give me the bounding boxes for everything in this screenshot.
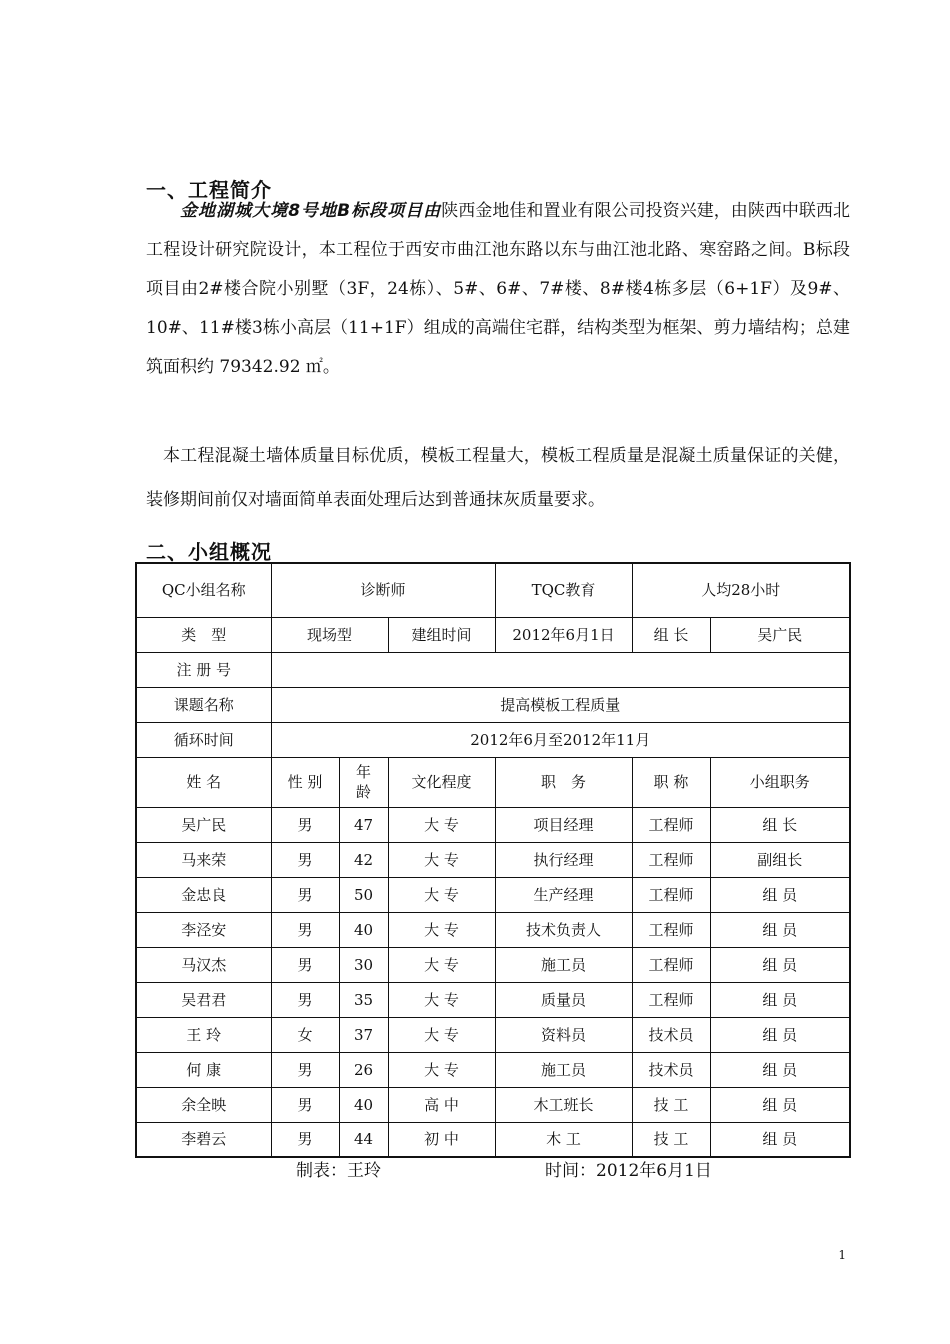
member-title: 技术员 [632, 1017, 710, 1052]
table-row [136, 687, 850, 722]
member-age: 42 [339, 842, 388, 877]
project-intro-text: 陕西金地佳和置业有限公司投资兴建，由陕西中联西北工程设计研究院设计，本工程位于西安市曲江池东路以东与曲江池北路、寒窑路之间。B标段项目由2#楼合院小别墅（3F，24栋）、5#、6#、7#楼、8#楼4栋多层（6+1F）及9#、10#、11#楼3栋小高层（11+1F）组成的高端住宅群，结构类型为框架、剪力墙结构；总建筑面积约 79342.92 ㎡。 [146, 201, 850, 377]
header-education: 文化程度 [388, 757, 495, 807]
member-position: 生产经理 [495, 877, 632, 912]
member-name: 马汉杰 [136, 947, 271, 982]
member-age: 37 [339, 1017, 388, 1052]
member-name: 吴君君 [136, 982, 271, 1017]
header-gender: 性 别 [271, 757, 339, 807]
member-group-role: 组 员 [710, 1052, 850, 1087]
table-row [136, 1052, 850, 1087]
member-title: 工程师 [632, 807, 710, 842]
tqc-value: 人均28小时 [632, 563, 850, 617]
table-row [136, 1017, 850, 1052]
member-education: 大 专 [388, 807, 495, 842]
member-gender: 男 [271, 947, 339, 982]
member-rows [136, 807, 850, 1157]
member-name: 何 康 [136, 1052, 271, 1087]
table-row [136, 842, 850, 877]
member-title: 工程师 [632, 912, 710, 947]
founded-value: 2012年6月1日 [495, 617, 632, 652]
member-gender: 男 [271, 807, 339, 842]
member-age: 26 [339, 1052, 388, 1087]
registration-value [271, 652, 850, 687]
member-age: 40 [339, 912, 388, 947]
member-age: 50 [339, 877, 388, 912]
header-group-role: 小组职务 [710, 757, 850, 807]
member-title: 工程师 [632, 842, 710, 877]
member-group-role: 组 员 [710, 912, 850, 947]
table-row [136, 652, 850, 687]
member-education: 大 专 [388, 842, 495, 877]
table-row [136, 563, 850, 617]
founded-label: 建组时间 [388, 617, 495, 652]
group-name-label: QC小组名称 [136, 563, 271, 617]
member-group-role: 副组长 [710, 842, 850, 877]
member-gender: 男 [271, 877, 339, 912]
header-position: 职 务 [495, 757, 632, 807]
member-education: 大 专 [388, 877, 495, 912]
table-row [136, 722, 850, 757]
table-row [136, 947, 850, 982]
member-title: 技术员 [632, 1052, 710, 1087]
member-group-role: 组 员 [710, 982, 850, 1017]
leader-value: 吴广民 [710, 617, 850, 652]
member-gender: 男 [271, 1122, 339, 1157]
member-group-role: 组 员 [710, 1017, 850, 1052]
member-education: 大 专 [388, 912, 495, 947]
member-age: 30 [339, 947, 388, 982]
registration-label: 注 册 号 [136, 652, 271, 687]
cycle-label: 循环时间 [136, 722, 271, 757]
table-row [136, 807, 850, 842]
member-age: 35 [339, 982, 388, 1017]
type-label: 类 型 [136, 617, 271, 652]
member-education: 高 中 [388, 1087, 495, 1122]
table-row [136, 912, 850, 947]
member-gender: 女 [271, 1017, 339, 1052]
project-name: 金地湖城大境8号地B标段项目由 [180, 201, 442, 221]
member-age: 47 [339, 807, 388, 842]
member-name: 李泾安 [136, 912, 271, 947]
member-position: 技术负责人 [495, 912, 632, 947]
member-position: 木工班长 [495, 1087, 632, 1122]
header-title: 职 称 [632, 757, 710, 807]
member-education: 大 专 [388, 1052, 495, 1087]
group-name-value: 诊断师 [271, 563, 495, 617]
tqc-label: TQC教育 [495, 563, 632, 617]
section1-heading: 一、工程简介 [146, 178, 272, 202]
member-position: 质量员 [495, 982, 632, 1017]
member-name: 金忠良 [136, 877, 271, 912]
table-date: 时间：2012年6月1日 [545, 1161, 712, 1181]
header-name: 姓 名 [136, 757, 271, 807]
member-education: 初 中 [388, 1122, 495, 1157]
member-position: 执行经理 [495, 842, 632, 877]
member-age: 40 [339, 1087, 388, 1122]
member-group-role: 组 员 [710, 1122, 850, 1157]
member-name: 马来荣 [136, 842, 271, 877]
member-gender: 男 [271, 1052, 339, 1087]
member-gender: 男 [271, 842, 339, 877]
header-age: 年龄 [339, 757, 388, 807]
quality-goal-paragraph: 本工程混凝土墙体质量目标优质，模板工程量大，模板工程质量是混凝土质量保证的关健，装修期间前仅对墙面简单表面处理后达到普通抹灰质量要求。 [146, 446, 850, 510]
table-row [136, 877, 850, 912]
table-row [136, 1087, 850, 1122]
member-title: 工程师 [632, 947, 710, 982]
member-position: 施工员 [495, 1052, 632, 1087]
page-number: 1 [838, 1248, 846, 1262]
member-group-role: 组 员 [710, 1087, 850, 1122]
table-row [136, 617, 850, 652]
member-group-role: 组 员 [710, 877, 850, 912]
member-gender: 男 [271, 912, 339, 947]
member-title: 工程师 [632, 982, 710, 1017]
member-education: 大 专 [388, 947, 495, 982]
member-group-role: 组 长 [710, 807, 850, 842]
member-name: 余全映 [136, 1087, 271, 1122]
table-row [136, 1122, 850, 1157]
member-gender: 男 [271, 982, 339, 1017]
member-title: 工程师 [632, 877, 710, 912]
type-value: 现场型 [271, 617, 388, 652]
member-header-row [136, 757, 850, 807]
member-position: 木 工 [495, 1122, 632, 1157]
member-position: 施工员 [495, 947, 632, 982]
section2-heading: 二、小组概况 [146, 540, 272, 564]
member-education: 大 专 [388, 1017, 495, 1052]
topic-label: 课题名称 [136, 687, 271, 722]
member-group-role: 组 员 [710, 947, 850, 982]
member-title: 技 工 [632, 1087, 710, 1122]
table-row [136, 982, 850, 1017]
member-title: 技 工 [632, 1122, 710, 1157]
member-name: 李碧云 [136, 1122, 271, 1157]
member-age: 44 [339, 1122, 388, 1157]
member-name: 王 玲 [136, 1017, 271, 1052]
member-position: 项目经理 [495, 807, 632, 842]
topic-value: 提高模板工程质量 [271, 687, 850, 722]
leader-label: 组 长 [632, 617, 710, 652]
project-intro-paragraph [146, 192, 850, 387]
member-position: 资料员 [495, 1017, 632, 1052]
member-name: 吴广民 [136, 807, 271, 842]
made-by: 制表：王玲 [296, 1161, 381, 1181]
cycle-value: 2012年6月至2012年11月 [271, 722, 850, 757]
member-education: 大 专 [388, 982, 495, 1017]
qc-group-table [135, 562, 851, 1158]
member-gender: 男 [271, 1087, 339, 1122]
